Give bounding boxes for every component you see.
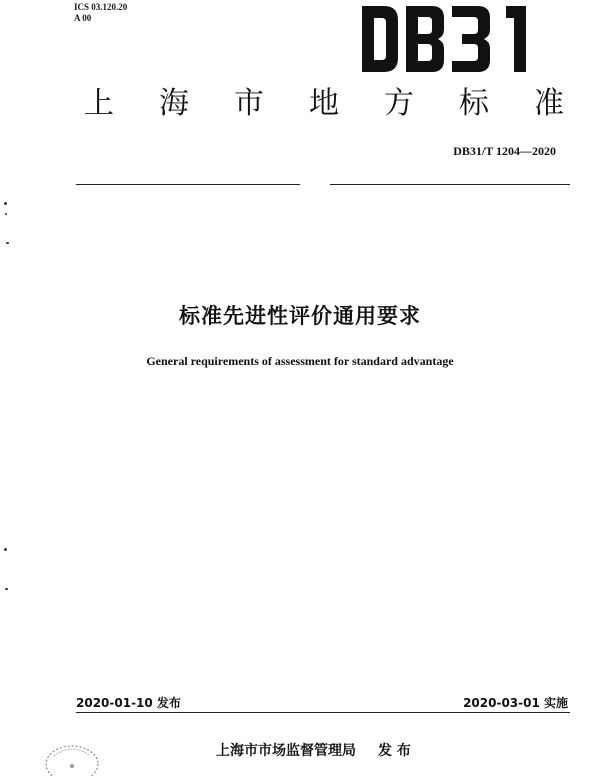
standard-type-char: 海	[159, 86, 189, 121]
top-divider-gap	[300, 182, 330, 186]
standard-type-char: 准	[534, 86, 564, 121]
standard-type-char: 上	[84, 86, 114, 121]
standard-type-char: 市	[234, 86, 264, 121]
issue-date: 2020-01-10 发布	[76, 696, 181, 710]
scan-speck	[4, 548, 7, 551]
issuing-authority	[216, 740, 411, 760]
standard-code: DB31/T 1204—2020	[453, 144, 556, 158]
bottom-divider	[76, 712, 570, 713]
implementation-date: 2020-03-01 实施	[463, 696, 568, 710]
classification-codes	[74, 2, 127, 24]
scan-speck	[5, 588, 8, 590]
standard-type-char: 方	[384, 86, 414, 121]
db31-logo	[358, 2, 540, 76]
official-seal-icon	[40, 736, 102, 776]
document-title-english: General requirements of assessment for standard advantage	[146, 354, 454, 368]
standard-type-heading	[84, 86, 564, 122]
scan-speck	[5, 213, 7, 215]
ccs-code: A 00	[74, 13, 92, 23]
ics-code: ICS 03.120.20	[74, 2, 128, 12]
issuer-action: 发 布	[378, 743, 411, 759]
scan-speck	[6, 242, 9, 244]
issuer-name: 上海市市场监督管理局	[216, 743, 356, 759]
scan-speck	[4, 202, 7, 205]
standard-type-char: 标	[459, 86, 489, 121]
standard-type-char: 地	[309, 86, 339, 121]
document-title-chinese: 标准先进性评价通用要求	[179, 304, 421, 328]
